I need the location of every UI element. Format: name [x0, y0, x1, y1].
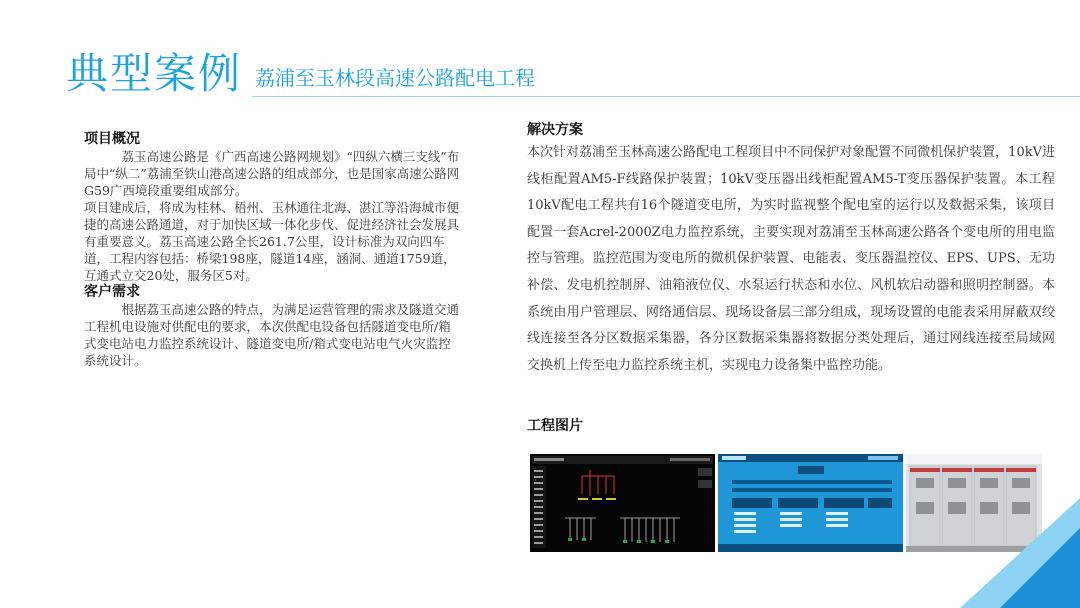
monitoring-screen-wiring-image	[530, 454, 715, 552]
overview-paragraph-1: 荔玉高速公路是《广西高速公路网规划》“四纵六横三支线”布局中“纵二”荔浦至铁山港高速公路的组成部分，也是国家高速公路网G59广西境段重要组成部分。	[84, 149, 460, 198]
overview-paragraph-2: 项目建成后，将成为桂林、梧州、玉林通往北海、湛江等沿海城市便捷的高速公路通道，对于加快区域一体化步伐、促进经济社会发展具有重要意义。荔玉高速公路全长261.7公里，设计标准为双向四车道，工程内容包括：桥梁198座，隧道14座，涵洞、通道1759道，互通式立交20处，服务区5对。	[84, 200, 460, 283]
needs-heading: 客户需求	[84, 284, 140, 300]
solution-heading: 解决方案	[527, 122, 583, 138]
left-column	[84, 131, 462, 369]
monitoring-screen-overview-image	[718, 454, 903, 552]
page-title: 典型案例	[66, 49, 243, 98]
title-divider	[252, 96, 1080, 97]
needs-paragraph: 根据荔玉高速公路的特点，为满足运营管理的需求及隧道交通工程机电设施对供配电的要求，本次供配电设备包括隧道变电所/箱式变电站电力监控系统设计、隧道变电所/箱式变电站电气火灾监控系统设计。	[84, 302, 460, 368]
corner-decoration	[920, 498, 1080, 608]
overview-heading: 项目概况	[84, 131, 140, 147]
right-column	[527, 120, 1055, 379]
pictures-heading: 工程图片	[527, 418, 583, 434]
overview-screen-graphic	[718, 454, 903, 552]
solution-paragraph: 本次针对荔浦至玉林高速公路配电工程项目中不同保护对象配置不同微机保护装置，10kV进线柜配置AM5-F线路保护装置；10kV变压器出线柜配置AM5-T变压器保护装置。本工程10kV配电工程共有16个隧道变电所，为实时监视整个配电室的运行以及数据采集，该项目配置一套Acrel-2000Z电力监控系统，主要实现对荔浦至玉林高速公路各个变电所的用电监控与管理。监控范围为变电所的微机保护装置、电能表、变压器温控仪、EPS、UPS、无功补偿、发电机控制屏、油箱液位仪、水泵运行状态和水位、风机软启动器和照明控制器。本系统由用户管理层、网络通信层、现场设备层三部分组成，现场设置的电能表采用屏蔽双绞线连接至各分区数据采集器，各分区数据采集器将数据分类处理后，通过网线连接至局域网交换机上传至电力监控系统主机，实现电力设备集中监控功能。	[527, 145, 1055, 373]
wiring-diagram-graphic	[530, 454, 715, 552]
page-subtitle: 荔浦至玉林段高速公路配电工程	[255, 66, 535, 90]
